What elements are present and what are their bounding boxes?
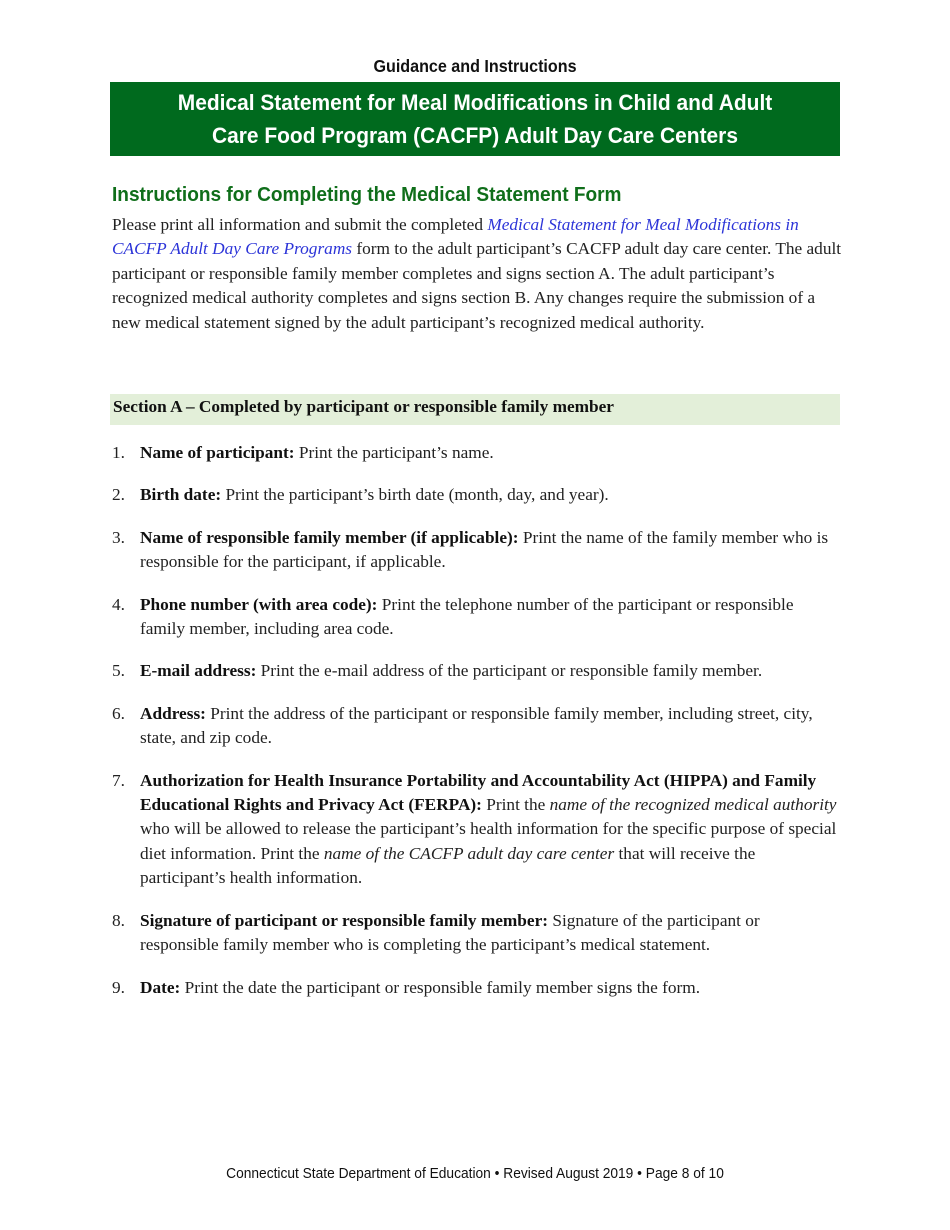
item-label: Phone number (with area code): bbox=[140, 594, 378, 614]
item-label: Name of responsible family member (if applicable): bbox=[140, 527, 519, 547]
item-number: 1. bbox=[112, 443, 125, 462]
item-text: Print the bbox=[481, 795, 550, 815]
item-number: 5. bbox=[112, 661, 125, 681]
list-item bbox=[112, 483, 842, 507]
list-item bbox=[112, 976, 842, 1000]
banner-title-line-2: Care Food Program (CACFP) Adult Day Care Centers bbox=[212, 123, 738, 148]
medical-statement-form-link[interactable]: Medical Statement for Meal Modifications in CACFP Adult Day Care Programs bbox=[112, 215, 799, 259]
item-label: Birth date: bbox=[140, 485, 222, 505]
page-footer: Connecticut State Department of Education • Revised August 2019 • Page 8 of 10 bbox=[226, 1166, 724, 1182]
item-number: 8. bbox=[112, 910, 125, 930]
list-item bbox=[112, 909, 842, 958]
item-number: 9. bbox=[112, 977, 125, 997]
item-label: E-mail address: bbox=[140, 661, 257, 681]
item-italic-text: name of the recognized medical authority bbox=[549, 795, 837, 815]
intro-text-before: Please print all information and submit the completed bbox=[112, 215, 488, 234]
list-item bbox=[112, 526, 842, 575]
section-a-header: Section A – Completed by participant or responsible family member bbox=[110, 394, 840, 425]
item-number: 3. bbox=[112, 527, 125, 547]
instructions-heading: Instructions for Completing the Medical Statement Form bbox=[112, 183, 622, 206]
item-number: 7. bbox=[112, 770, 125, 790]
item-text: Signature of the participant or responsible family member who is completing the participant’s medical statement. bbox=[140, 910, 760, 955]
section-a-instructions-list bbox=[112, 441, 842, 1018]
title-banner bbox=[110, 82, 840, 156]
item-italic-text: name of the CACFP adult day care center bbox=[323, 843, 615, 863]
item-label: Name of participant: bbox=[140, 443, 295, 462]
item-text: Print the participant’s birth date (month, day, and year). bbox=[221, 485, 609, 505]
list-item bbox=[112, 441, 842, 465]
item-text: Print the name of the family member who is responsible for the participant, if applicable. bbox=[140, 527, 829, 572]
item-label: Signature of participant or responsible family member: bbox=[140, 910, 549, 930]
item-text: that will receive the participant’s health information. bbox=[140, 843, 756, 888]
intro-text-after: form to the adult participant’s CACFP adult day care center. The adult participant or responsible family member completes and signs section A. The adult participant’s recognized medical authority completes and signs section B. Any changes require the submission of a new medical statement signed by the adult participant’s recognized medical authority. bbox=[112, 239, 842, 332]
list-item bbox=[112, 593, 842, 642]
list-item bbox=[112, 702, 842, 751]
item-label: Authorization for Health Insurance Portability and Accountability Act (HIPPA) and Family Educational Rights and Privacy Act (FERPA): bbox=[140, 770, 817, 815]
banner-title-line-1: Medical Statement for Meal Modifications in Child and Adult bbox=[177, 90, 773, 115]
item-text: Print the e-mail address of the participant or responsible family member. bbox=[256, 661, 763, 681]
item-number: 2. bbox=[112, 485, 125, 505]
item-label: Date: bbox=[140, 977, 181, 997]
guidance-label: Guidance and Instructions bbox=[373, 56, 577, 76]
item-text: Print the address of the participant or responsible family member, including street, city, state, and zip code. bbox=[140, 703, 813, 748]
item-text: Print the participant’s name. bbox=[294, 443, 494, 462]
list-item bbox=[112, 769, 842, 891]
list-item bbox=[112, 659, 842, 683]
item-text: who will be allowed to release the participant’s health information for the specific purpose of special diet information. Print the bbox=[140, 819, 837, 863]
item-text: Print the telephone number of the participant or responsible family member, including area code. bbox=[140, 594, 794, 639]
item-number: 6. bbox=[112, 703, 125, 723]
item-number: 4. bbox=[112, 594, 125, 614]
intro-paragraph bbox=[112, 213, 842, 335]
item-text: Print the date the participant or responsible family member signs the form. bbox=[180, 977, 701, 997]
item-label: Address: bbox=[140, 703, 206, 723]
